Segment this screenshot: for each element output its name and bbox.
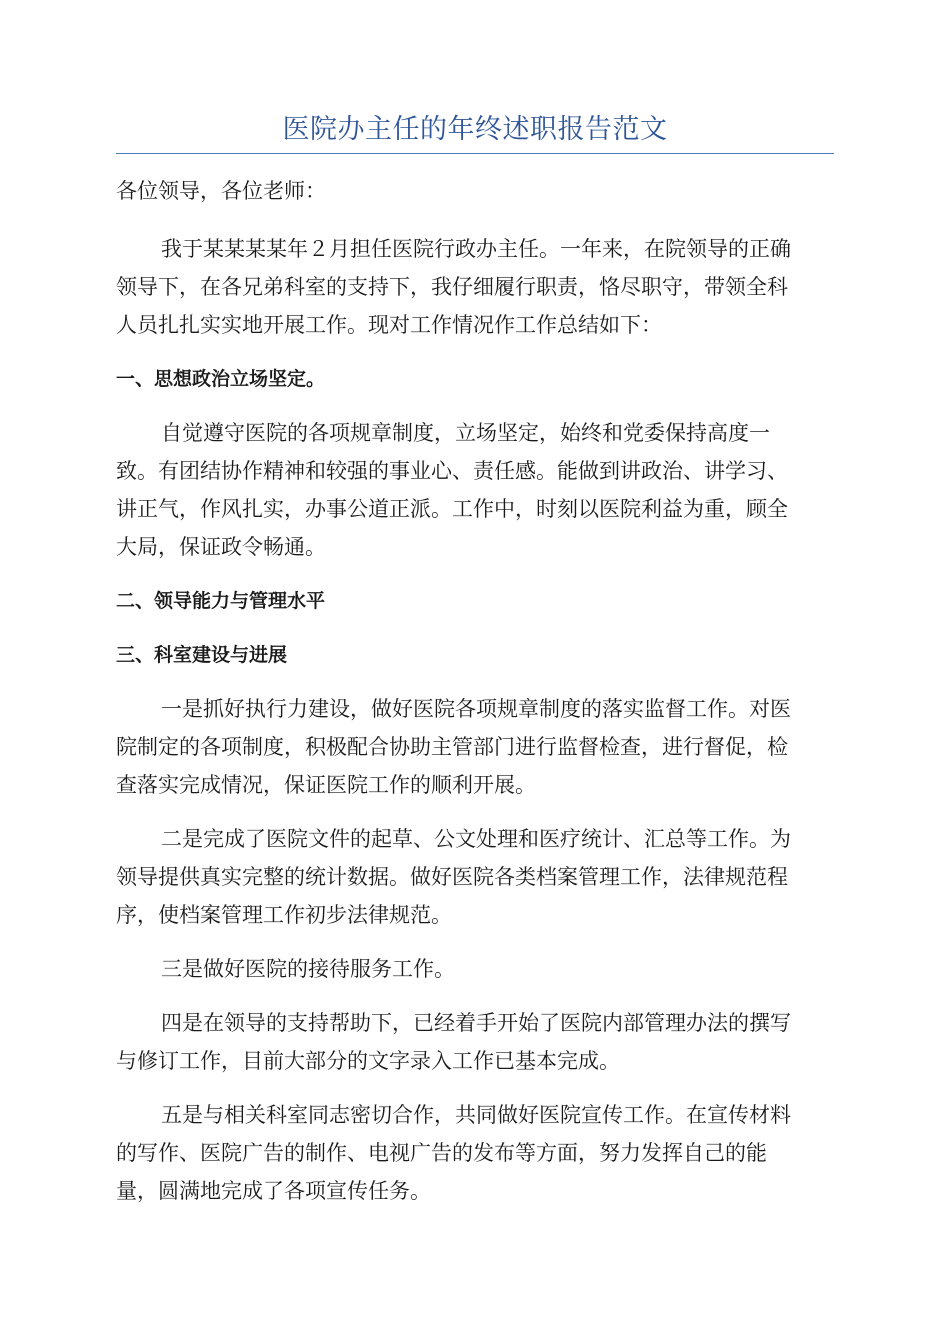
paragraph-line: 人员扎扎实实地开展工作。现对工作情况作工作总结如下： bbox=[116, 313, 662, 337]
paragraph-line: 五是与相关科室同志密切合作，共同做好医院宣传工作。在宣传材料 bbox=[161, 1103, 791, 1127]
section1-paragraph bbox=[116, 414, 834, 566]
paragraph-line: 致。有团结协作精神和较强的事业心、责任感。能做到讲政治、讲学习、 bbox=[116, 459, 788, 483]
paragraph-line: 大局，保证政令畅通。 bbox=[116, 535, 326, 559]
paragraph-line: 序，使档案管理工作初步法律规范。 bbox=[116, 903, 452, 927]
intro-paragraph bbox=[116, 230, 834, 344]
paragraph-line: 与修订工作，目前大部分的文字录入工作已基本完成。 bbox=[116, 1049, 620, 1073]
title-underline bbox=[116, 153, 834, 154]
section3-item-2 bbox=[116, 820, 834, 934]
paragraph-line: 查落实完成情况，保证医院工作的顺利开展。 bbox=[116, 773, 536, 797]
paragraph-line: 三是做好医院的接待服务工作。 bbox=[161, 957, 455, 981]
paragraph-line: 领导下，在各兄弟科室的支持下，我仔细履行职责，恪尽职守，带领全科 bbox=[116, 275, 788, 299]
section-heading-2: 二、领导能力与管理水平 bbox=[116, 590, 326, 612]
paragraph-line: 自觉遵守医院的各项规章制度，立场坚定，始终和党委保持高度一 bbox=[161, 421, 770, 445]
section3-item-1 bbox=[116, 690, 834, 804]
document-title: 医院办主任的年终述职报告范文 bbox=[282, 114, 668, 145]
section3-item-5 bbox=[116, 1096, 834, 1210]
paragraph-line: 的写作、医院广告的制作、电视广告的发布等方面，努力发挥自己的能 bbox=[116, 1141, 767, 1165]
salutation: 各位领导，各位老师： bbox=[116, 179, 326, 203]
document-body bbox=[116, 172, 834, 1226]
paragraph-line: 二是完成了医院文件的起草、公文处理和医疗统计、汇总等工作。为 bbox=[161, 827, 791, 851]
section3-item-4 bbox=[116, 1004, 834, 1080]
paragraph-line: 量，圆满地完成了各项宣传任务。 bbox=[116, 1179, 431, 1203]
paragraph-line: 我于某某某某年２月担任医院行政办主任。一年来，在院领导的正确 bbox=[161, 237, 791, 261]
paragraph-line: 讲正气，作风扎实，办事公道正派。工作中，时刻以医院利益为重，顾全 bbox=[116, 497, 788, 521]
section3-item-3 bbox=[116, 950, 834, 988]
section-heading-1: 一、思想政治立场坚定。 bbox=[116, 368, 326, 390]
section-heading-3: 三、科室建设与进展 bbox=[116, 644, 288, 666]
paragraph-line: 院制定的各项制度，积极配合协助主管部门进行监督检查，进行督促，检 bbox=[116, 735, 788, 759]
paragraph-line: 四是在领导的支持帮助下，已经着手开始了医院内部管理办法的撰写 bbox=[161, 1011, 791, 1035]
paragraph-line: 一是抓好执行力建设，做好医院各项规章制度的落实监督工作。对医 bbox=[161, 697, 791, 721]
paragraph-line: 领导提供真实完整的统计数据。做好医院各类档案管理工作，法律规范程 bbox=[116, 865, 788, 889]
